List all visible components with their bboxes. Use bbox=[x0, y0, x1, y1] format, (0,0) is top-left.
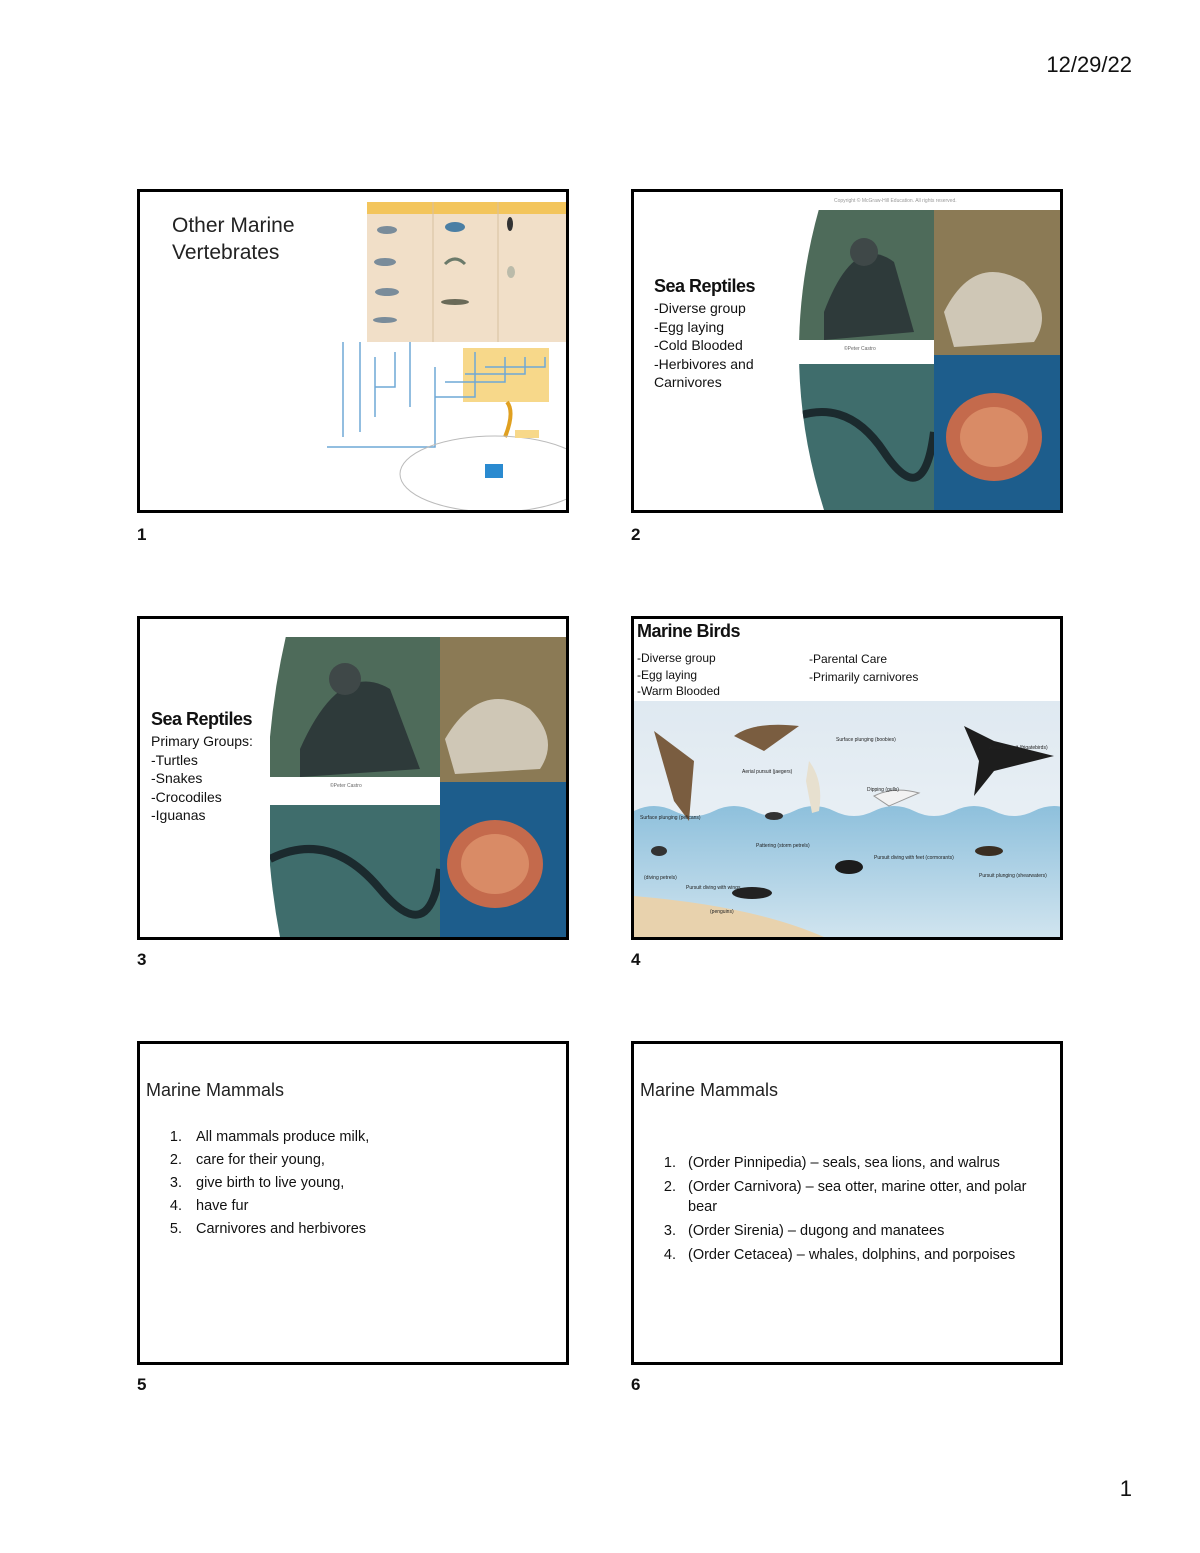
slide-2-text: Sea Reptiles -Diverse group -Egg laying -Cold Blooded -Herbivores and Carnivores bbox=[654, 276, 756, 390]
phylogeny-tree-diagram bbox=[315, 192, 566, 510]
slide-5-list bbox=[140, 1126, 560, 1241]
list-item: 2. care for their young, bbox=[186, 1149, 560, 1172]
slide-number-4: 4 bbox=[631, 950, 641, 969]
slide-3-text: Sea Reptiles Primary Groups: -Turtles -Snakes -Crocodiles -Iguanas bbox=[151, 709, 253, 823]
list-item: 3. (Order Sirenia) – dugong and manatees bbox=[680, 1221, 1034, 1241]
svg-text:Copyright © McGraw-Hill Educat: Copyright © McGraw-Hill Education. All rights reserved. bbox=[834, 198, 957, 204]
slide-5-title: Marine Mammals bbox=[146, 1080, 285, 1100]
svg-text:©Peter Castro: ©Peter Castro bbox=[330, 783, 362, 789]
slide-4 bbox=[631, 616, 1063, 940]
slide-number-5: 5 bbox=[137, 1375, 147, 1394]
slide-1 bbox=[137, 189, 569, 513]
slide-4-bullets-right: -Parental Care -Primarily carnivores bbox=[809, 652, 919, 684]
page-number: 1 bbox=[1119, 1476, 1132, 1501]
slide-1-title: Other Marine Vertebrates bbox=[172, 214, 295, 264]
list-item: 4. have fur bbox=[186, 1195, 560, 1218]
svg-text:Pattering (storm petrels): Pattering (storm petrels) bbox=[756, 843, 810, 849]
svg-text:Pursuit plunging (shearwaters): Pursuit plunging (shearwaters) bbox=[979, 873, 1047, 879]
slide-6-list bbox=[634, 1153, 1034, 1265]
list-item: 2. (Order Carnivora) – sea otter, marine otter, and polar bear bbox=[680, 1177, 1034, 1217]
slide-4-bullets-left: -Diverse group -Egg laying -Warm Blooded bbox=[637, 651, 720, 698]
slide-3-heading: Sea Reptiles bbox=[151, 709, 253, 729]
svg-text:(penguins): (penguins) bbox=[710, 909, 734, 915]
svg-text:Pursuit diving with feet (corm: Pursuit diving with feet (cormorants) bbox=[874, 855, 954, 861]
svg-text:Aerial pursuit (jaegers): Aerial pursuit (jaegers) bbox=[742, 769, 793, 775]
list-item: 3. give birth to live young, bbox=[186, 1172, 560, 1195]
slide-2 bbox=[631, 189, 1063, 513]
slide-number-2: 2 bbox=[631, 525, 641, 544]
svg-text:Dipping (gulls): Dipping (gulls) bbox=[867, 787, 899, 793]
slide-2-heading: Sea Reptiles bbox=[654, 276, 756, 296]
slide-5 bbox=[137, 1041, 569, 1365]
list-item: 1. (Order Pinnipedia) – seals, sea lions, and walrus bbox=[680, 1153, 1034, 1173]
svg-text:Pursuit diving with wings: Pursuit diving with wings bbox=[686, 885, 741, 891]
list-item: 1. All mammals produce milk, bbox=[186, 1126, 560, 1149]
handout-date: 12/29/22 bbox=[1046, 52, 1132, 77]
svg-text:(diving petrels): (diving petrels) bbox=[644, 875, 677, 881]
list-item: 5. Carnivores and herbivores bbox=[186, 1218, 560, 1241]
list-item: 4. (Order Cetacea) – whales, dolphins, and porpoises bbox=[680, 1245, 1034, 1265]
svg-text:©Peter Castro: ©Peter Castro bbox=[844, 346, 876, 352]
seabird-feeding-illustration bbox=[634, 701, 1060, 937]
slide-4-heading: Marine Birds bbox=[637, 621, 741, 641]
reptile-photo-collage bbox=[784, 192, 1060, 510]
svg-text:Surface plunging (pelicans): Surface plunging (pelicans) bbox=[640, 815, 701, 821]
svg-text:Surface plunging (boobies): Surface plunging (boobies) bbox=[836, 737, 896, 743]
slide-number-1: 1 bbox=[137, 525, 147, 544]
slide-6 bbox=[631, 1041, 1063, 1365]
slide-number-3: 3 bbox=[137, 950, 147, 969]
slide-6-title: Marine Mammals bbox=[640, 1080, 779, 1100]
slide-3 bbox=[137, 616, 569, 940]
reptile-photo-collage bbox=[270, 619, 566, 937]
svg-text:Aerial pursuit (frigatebirds): Aerial pursuit (frigatebirds) bbox=[989, 745, 1048, 751]
slide-number-6: 6 bbox=[631, 1375, 641, 1394]
